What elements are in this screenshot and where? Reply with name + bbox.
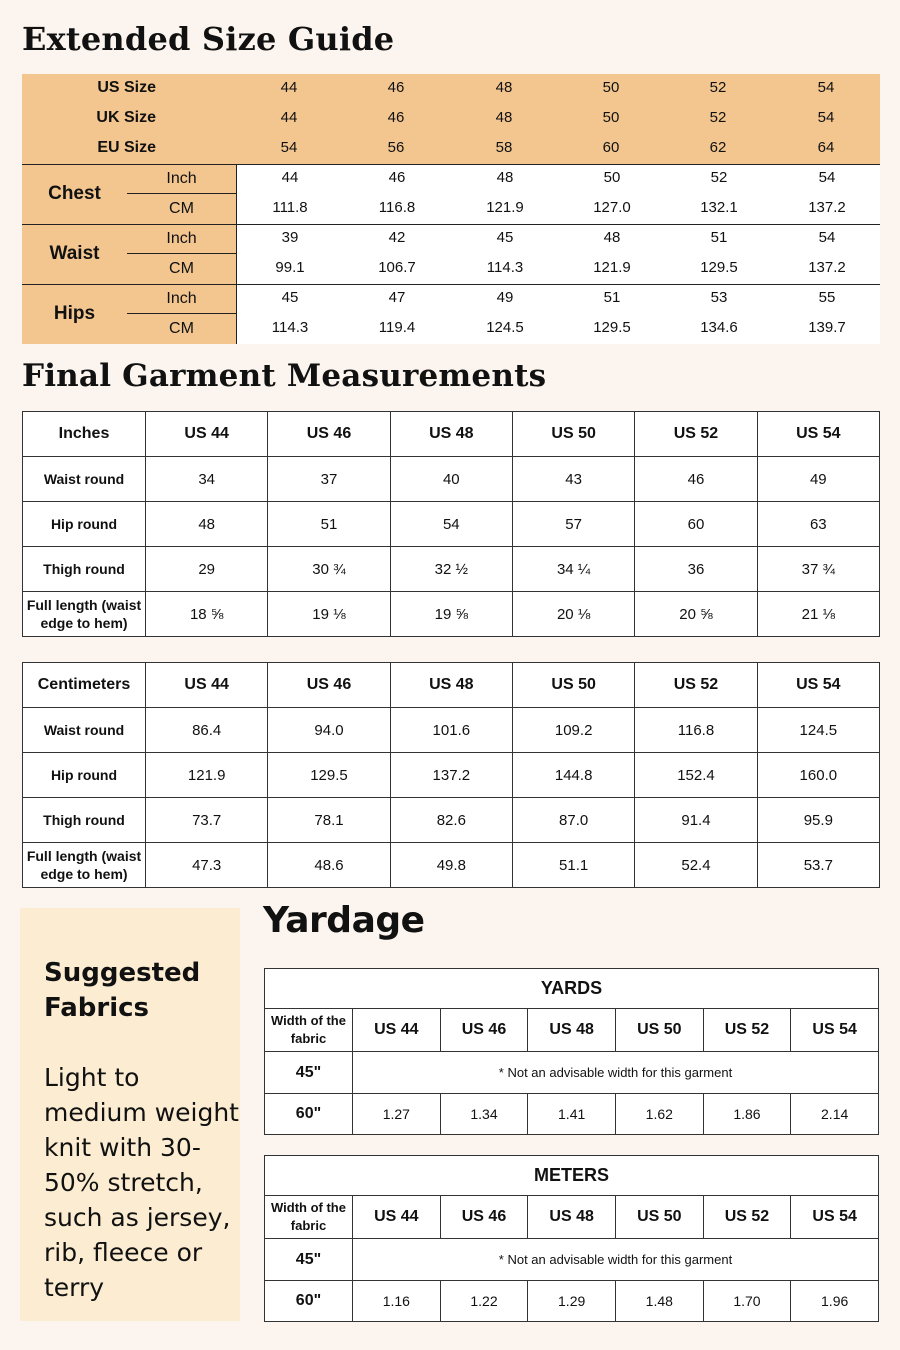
table-cell: 47.3 — [146, 843, 268, 888]
cm-unit-label: CM — [169, 200, 194, 217]
table-cell: 20 ⅛ — [512, 592, 634, 637]
meters-table — [264, 1155, 879, 1322]
measure-values — [236, 284, 880, 344]
hips-cm-cell: 124.5 — [486, 319, 524, 336]
table-cell: 19 ⅛ — [268, 592, 390, 637]
chest-cm-cell: 127.0 — [593, 199, 631, 216]
row-label: Hip round — [23, 502, 146, 547]
table-cell: 52.4 — [635, 843, 757, 888]
column-header: US 50 — [615, 1196, 703, 1239]
table-cell: 86.4 — [146, 708, 268, 753]
column-header: US 44 — [353, 1196, 441, 1239]
size-cell: 52 — [709, 109, 727, 126]
table-cell: 48 — [146, 502, 268, 547]
hips-inch-cell: 53 — [710, 289, 728, 306]
us-size-row — [22, 74, 880, 104]
table-cell: 49 — [757, 457, 879, 502]
table-cell: 60 — [635, 502, 757, 547]
hips-inch-cell: 51 — [603, 289, 621, 306]
table-cell: 49.8 — [390, 843, 512, 888]
table-cell: 34 — [146, 457, 268, 502]
table-row — [23, 547, 880, 592]
cm-unit-label: CM — [169, 260, 194, 277]
table-cell: 1.62 — [615, 1094, 703, 1135]
size-cell: 64 — [817, 139, 835, 156]
hips-cm-cell: 119.4 — [378, 319, 416, 336]
size-cell: 52 — [709, 79, 727, 96]
eu-size-row — [22, 134, 880, 164]
hips-cm-cell: 129.5 — [593, 319, 631, 336]
table-header-row — [265, 1009, 879, 1052]
table-cell: 46 — [635, 457, 757, 502]
uk-size-label: UK Size — [96, 109, 156, 126]
fabrics-title: Suggested Fabrics — [44, 958, 201, 1023]
column-header: US 52 — [703, 1009, 791, 1052]
table-cell: 54 — [390, 502, 512, 547]
column-header: US 52 — [703, 1196, 791, 1239]
row-label: Waist round — [23, 457, 146, 502]
inch-unit-label: Inch — [127, 164, 236, 194]
width-60: 60" — [265, 1094, 353, 1135]
hips-inch-cell: 49 — [496, 289, 514, 306]
yards-table — [264, 968, 879, 1135]
column-header: US 46 — [440, 1009, 528, 1052]
size-cell: 50 — [602, 109, 620, 126]
hips-inch-cell: 55 — [818, 289, 836, 306]
table-cell: 18 ⅝ — [146, 592, 268, 637]
table-cell: 116.8 — [635, 708, 757, 753]
width-45: 45" — [265, 1239, 353, 1281]
inch-unit-label: Inch — [127, 224, 236, 254]
table-row — [23, 753, 880, 798]
size-cell: 54 — [817, 109, 835, 126]
column-header: US 44 — [146, 412, 268, 457]
hips-block — [22, 284, 880, 344]
width-45: 45" — [265, 1052, 353, 1094]
table-cell: 1.86 — [703, 1094, 791, 1135]
garment-cm-table — [22, 662, 880, 888]
table-cell: 87.0 — [512, 798, 634, 843]
table-row — [23, 592, 880, 637]
row-label: Thigh round — [23, 547, 146, 592]
eu-size-label: EU Size — [97, 139, 156, 156]
table-cell: 29 — [146, 547, 268, 592]
width-60: 60" — [265, 1281, 353, 1322]
column-header: US 54 — [791, 1196, 879, 1239]
size-guide-table — [22, 74, 880, 345]
table-cell: 57 — [512, 502, 634, 547]
column-header: US 48 — [390, 412, 512, 457]
chest-cm-cell: 137.2 — [808, 199, 846, 216]
column-header: US 52 — [635, 663, 757, 708]
size-cell: 46 — [387, 109, 405, 126]
table-cell: 19 ⅝ — [390, 592, 512, 637]
not-advisable-note: * Not an advisable width for this garment — [353, 1052, 879, 1094]
table-cell: 43 — [512, 457, 634, 502]
table-cell: 1.41 — [528, 1094, 616, 1135]
waist-cm-cell: 114.3 — [486, 259, 524, 276]
table-header-row — [23, 412, 880, 457]
column-header: US 54 — [757, 663, 879, 708]
hips-inch-cell: 47 — [388, 289, 406, 306]
divider — [22, 224, 880, 225]
suggested-fabrics-panel — [20, 908, 240, 1321]
table-cell: 2.14 — [791, 1094, 879, 1135]
hips-inch-cell: 45 — [281, 289, 299, 306]
table-cell: 1.96 — [791, 1281, 879, 1322]
column-header: US 48 — [528, 1196, 616, 1239]
column-header: US 48 — [390, 663, 512, 708]
inch-unit-label: Inch — [127, 284, 236, 314]
chest-inch-cell: 44 — [281, 169, 299, 186]
table-cell: 109.2 — [512, 708, 634, 753]
measure-label-block — [22, 224, 236, 284]
table-row — [265, 1239, 879, 1281]
size-cell: 44 — [280, 79, 298, 96]
table-cell: 73.7 — [146, 798, 268, 843]
table-cell: 121.9 — [146, 753, 268, 798]
column-header: US 50 — [615, 1009, 703, 1052]
table-cell: 129.5 — [268, 753, 390, 798]
waist-inch-cell: 45 — [496, 229, 514, 246]
table-cell: 124.5 — [757, 708, 879, 753]
column-header: US 48 — [528, 1009, 616, 1052]
size-header-block — [22, 74, 880, 164]
table-cell: 40 — [390, 457, 512, 502]
table-cell: 78.1 — [268, 798, 390, 843]
hips-cm-cell: 114.3 — [271, 319, 309, 336]
table-header-row — [23, 663, 880, 708]
chest-inch-cell: 52 — [710, 169, 728, 186]
table-cell: 37 — [268, 457, 390, 502]
chest-inch-cell: 48 — [496, 169, 514, 186]
uk-size-row — [22, 104, 880, 134]
size-cell: 54 — [817, 79, 835, 96]
waist-inch-cell: 42 — [388, 229, 406, 246]
waist-block — [22, 224, 880, 284]
table-cell: 1.27 — [353, 1094, 441, 1135]
table-row — [23, 708, 880, 753]
table-cell: 20 ⅝ — [635, 592, 757, 637]
table-cell: 1.22 — [440, 1281, 528, 1322]
size-cell: 50 — [602, 79, 620, 96]
table-cell: 1.16 — [353, 1281, 441, 1322]
hips-cm-cell: 134.6 — [700, 319, 738, 336]
table-cell: 137.2 — [390, 753, 512, 798]
waist-cm-cell: 106.7 — [378, 259, 416, 276]
chest-cm-cell: 121.9 — [486, 199, 524, 216]
hips-label: Hips — [53, 303, 96, 324]
width-label: Width of the fabric — [265, 1009, 353, 1052]
chest-label: Chest — [48, 183, 101, 204]
table-cell: 48.6 — [268, 843, 390, 888]
table-header-row — [265, 1196, 879, 1239]
table-row — [23, 457, 880, 502]
waist-inch-cell: 51 — [710, 229, 728, 246]
size-cell: 48 — [495, 79, 513, 96]
column-header: US 46 — [268, 663, 390, 708]
garment-inches-table — [22, 411, 880, 637]
column-header: US 44 — [353, 1009, 441, 1052]
table-cell: 95.9 — [757, 798, 879, 843]
column-header: US 54 — [791, 1009, 879, 1052]
unit-header: Inches — [23, 412, 146, 457]
waist-cm-cell: 99.1 — [275, 259, 305, 276]
waist-inch-cell: 48 — [603, 229, 621, 246]
size-cell: 48 — [495, 109, 513, 126]
row-label: Waist round — [23, 708, 146, 753]
column-header: US 52 — [635, 412, 757, 457]
waist-cm-cell: 121.9 — [593, 259, 631, 276]
column-header: US 46 — [268, 412, 390, 457]
table-cell: 1.29 — [528, 1281, 616, 1322]
size-cell: 58 — [495, 139, 513, 156]
us-size-label: US Size — [97, 79, 156, 96]
chest-cm-cell: 111.8 — [272, 199, 308, 216]
table-cell: 36 — [635, 547, 757, 592]
chest-cm-cell: 116.8 — [378, 199, 416, 216]
garment-title: Final Garment Measurements — [22, 358, 547, 394]
row-label: Full length (waist edge to hem) — [23, 592, 146, 637]
table-row — [23, 502, 880, 547]
table-cell: 37 ¾ — [757, 547, 879, 592]
table-cell: 152.4 — [635, 753, 757, 798]
measure-values — [236, 224, 880, 284]
table-row — [265, 1281, 879, 1322]
fabrics-text: Light to medium weight knit with 30-50% stretch, such as jersey, rib, fleece or terry — [44, 1063, 239, 1302]
table-cell: 21 ⅛ — [757, 592, 879, 637]
measure-label-block — [22, 284, 236, 344]
yards-caption: YARDS — [265, 969, 879, 1009]
table-cell: 51 — [268, 502, 390, 547]
table-row — [23, 798, 880, 843]
table-cell: 1.70 — [703, 1281, 791, 1322]
chest-inch-cell: 46 — [388, 169, 406, 186]
table-cell: 94.0 — [268, 708, 390, 753]
row-label: Thigh round — [23, 798, 146, 843]
table-cell: 32 ½ — [390, 547, 512, 592]
yardage-title: Yardage — [263, 900, 425, 941]
waist-inch-cell: 39 — [281, 229, 299, 246]
divider — [22, 284, 880, 285]
measure-values — [236, 164, 880, 224]
size-cell: 60 — [602, 139, 620, 156]
waist-inch-cell: 54 — [818, 229, 836, 246]
width-label: Width of the fabric — [265, 1196, 353, 1239]
size-cell: 56 — [387, 139, 405, 156]
size-cell: 46 — [387, 79, 405, 96]
size-cell: 54 — [280, 139, 298, 156]
table-cell: 53.7 — [757, 843, 879, 888]
column-header: US 50 — [512, 412, 634, 457]
size-guide-title: Extended Size Guide — [22, 20, 395, 58]
column-header: US 54 — [757, 412, 879, 457]
column-header: US 44 — [146, 663, 268, 708]
chest-block — [22, 164, 880, 224]
table-cell: 144.8 — [512, 753, 634, 798]
measure-label-block — [22, 164, 236, 224]
table-row — [23, 843, 880, 888]
chest-inch-cell: 50 — [603, 169, 621, 186]
table-cell: 30 ¾ — [268, 547, 390, 592]
size-cell: 62 — [709, 139, 727, 156]
meters-caption: METERS — [265, 1156, 879, 1196]
table-cell: 1.34 — [440, 1094, 528, 1135]
waist-cm-cell: 129.5 — [700, 259, 738, 276]
not-advisable-note: * Not an advisable width for this garment — [353, 1239, 879, 1281]
table-row — [265, 1094, 879, 1135]
waist-cm-cell: 137.2 — [808, 259, 846, 276]
table-cell: 160.0 — [757, 753, 879, 798]
cm-unit-label: CM — [169, 320, 194, 337]
row-label: Hip round — [23, 753, 146, 798]
table-cell: 101.6 — [390, 708, 512, 753]
hips-cm-cell: 139.7 — [808, 319, 846, 336]
size-cell: 44 — [280, 109, 298, 126]
unit-header: Centimeters — [23, 663, 146, 708]
table-cell: 82.6 — [390, 798, 512, 843]
chest-inch-cell: 54 — [818, 169, 836, 186]
table-cell: 34 ¼ — [512, 547, 634, 592]
column-header: US 46 — [440, 1196, 528, 1239]
table-row — [265, 1052, 879, 1094]
chest-cm-cell: 132.1 — [700, 199, 738, 216]
table-cell: 51.1 — [512, 843, 634, 888]
table-cell: 1.48 — [615, 1281, 703, 1322]
waist-label: Waist — [49, 243, 100, 264]
caption-row — [265, 969, 879, 1009]
table-cell: 91.4 — [635, 798, 757, 843]
divider — [22, 164, 880, 165]
column-header: US 50 — [512, 663, 634, 708]
table-cell: 63 — [757, 502, 879, 547]
row-label: Full length (waist edge to hem) — [23, 843, 146, 888]
caption-row — [265, 1156, 879, 1196]
